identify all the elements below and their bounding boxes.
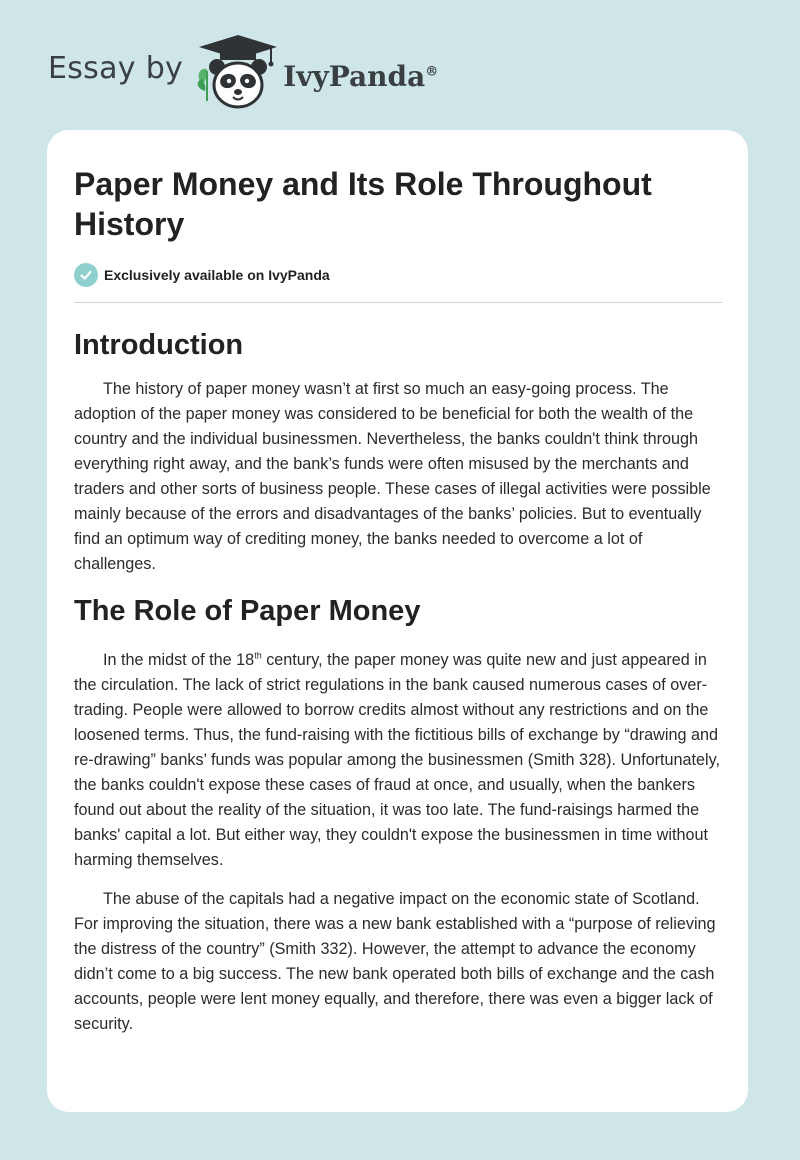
site-header bbox=[48, 32, 438, 112]
check-icon bbox=[74, 263, 98, 287]
intro-paragraph: The history of paper money wasn’t at first so much an easy-going process. The adoption of the paper money was considered to be beneficial for both the wealth of the country and the individual businessmen. Nevertheless, the banks couldn't think through everything right away, and the bank’s funds were often misused by the merchants and traders and other sorts of business people. These cases of illegal activities were possible mainly because of the errors and disadvantages of the banks’ policies. But to eventually find an optimum way of crediting money, the banks needed to overcome a lot of challenges. bbox=[74, 380, 711, 573]
role-paragraph-1-start: In the midst of the 18 bbox=[103, 651, 255, 669]
section-heading-role-of-paper-money: The Role of Paper Money bbox=[74, 595, 421, 627]
brand-text: IvyPanda bbox=[283, 59, 426, 93]
role-paragraph-1-rest: century, the paper money was quite new and just appeared in the circulation. The lack of strict regulations in the bank caused numerous cases of over-trading. People were allowed to borrow credits almost without any restrictions and on the loosened terms. Thus, the fund-raising with the fictitious bills of exchange by “drawing and re-drawing” banks’ funds was popular among the businessmen (Smith 328). Unfortunately, the banks couldn't expose these cases of fraud at once, and usually, when the bankers found out about the reality of the situation, it was too late. The fund-raisings harmed the banks' capital a lot. But either way, they couldn't expose the businessmen in time without harming themselves. bbox=[74, 651, 721, 869]
exclusive-badge-label: Exclusively available on IvyPanda bbox=[104, 267, 330, 283]
ordinal-suffix: th bbox=[254, 650, 262, 661]
section-heading-introduction: Introduction bbox=[74, 329, 244, 361]
title-divider bbox=[74, 302, 722, 303]
role-paragraph-2: The abuse of the capitals had a negative impact on the economic state of Scotland. For improving the situation, there was a new bank established with a “purpose of relieving the distress of the country” (Smith 332). However, the attempt to advance the economy didn’t come to a big success. The new bank operated both bills of exchange and the cash accounts, people were lent money equally, and therefore, there was even a bigger lack of security. bbox=[74, 890, 716, 1033]
exclusive-badge bbox=[74, 261, 722, 289]
essay-by-label: Essay by bbox=[48, 50, 184, 86]
essay-title: Paper Money and Its Role Throughout History bbox=[74, 166, 652, 242]
registered-mark: ® bbox=[425, 64, 439, 80]
essay-card bbox=[47, 130, 748, 1112]
panda-graduate-icon[interactable] bbox=[193, 33, 283, 111]
role-paragraph-1 bbox=[74, 648, 722, 873]
brand-name[interactable] bbox=[283, 60, 438, 93]
